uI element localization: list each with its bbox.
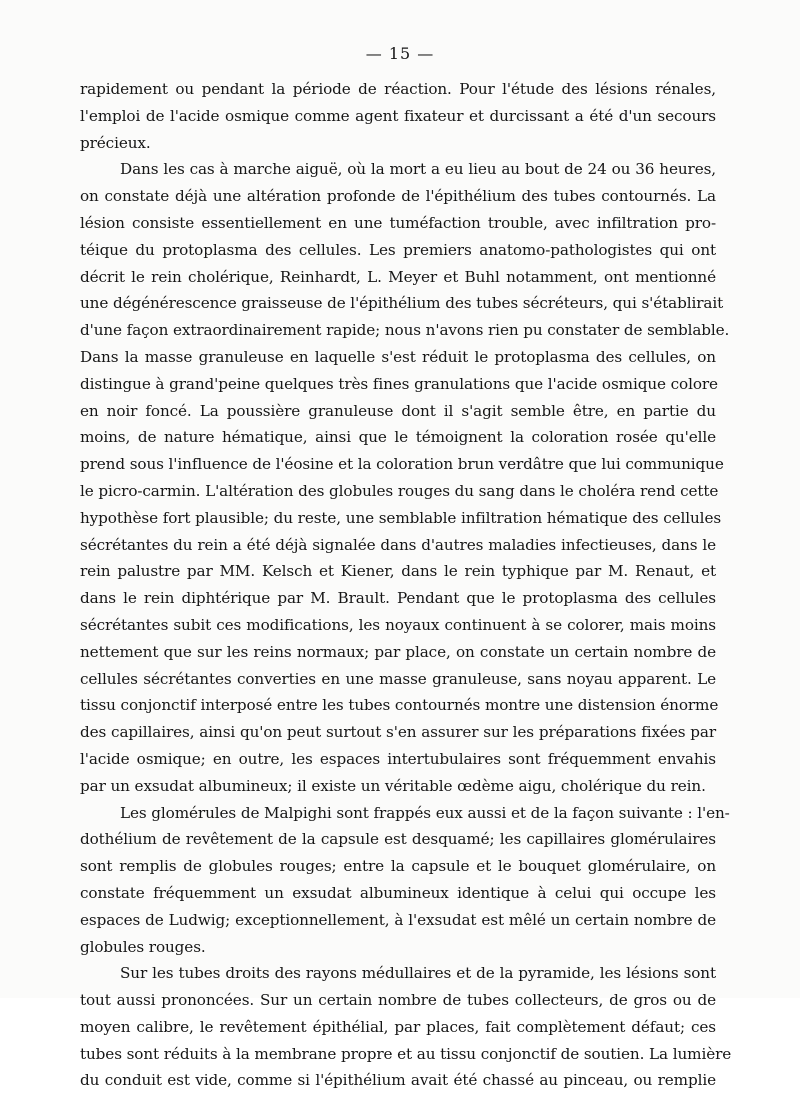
text-line: décrit le rein cholérique, Reinhardt, L. Meyer et Buhl notamment, ont mentionné (80, 267, 716, 286)
text-line: on constate déjà une altération profonde de l'épithélium des tubes contournés. La (80, 187, 716, 206)
text-line: des capillaires, ainsi qu'on peut surtout s'en assurer sur les préparations fixées par (80, 723, 716, 742)
text-line: espaces de Ludwig; exceptionnellement, à l'exsudat est mêlé un certain nombre de (80, 910, 716, 929)
text-line: hypothèse fort plausible; du reste, une semblable infiltration hématique des cellules (80, 508, 722, 527)
page-number: — 15 — (365, 44, 435, 63)
text-line: tout aussi prononcées. Sur un certain nombre de tubes collecteurs, de gros ou de (80, 991, 716, 1010)
text-line: moyen calibre, le revêtement épithélial, par places, fait complètement défaut; ces (80, 1017, 716, 1036)
text-line: l'acide osmique; en outre, les espaces intertubulaires sont fréquemment envahis (80, 749, 716, 768)
text-line: l'emploi de l'acide osmique comme agent fixateur et durcissant a été d'un secours (80, 106, 716, 125)
text-line: du conduit est vide, comme si l'épithélium avait été chassé au pinceau, ou remplie (80, 1071, 716, 1090)
text-line: une dégénérescence graisseuse de l'épithélium des tubes sécréteurs, qui s'établirait (80, 294, 724, 313)
body-text (80, 76, 732, 1094)
text-line: constate fréquemment un exsudat albumineux identique à celui qui occupe les (80, 883, 716, 902)
text-line: lésion consiste essentiellement en une tuméfaction trouble, avec infiltration pro- (80, 213, 716, 232)
text-line: le picro-carmin. L'altération des globules rouges du sang dans le choléra rend cette (80, 481, 719, 500)
text-line: rapidement ou pendant la période de réaction. Pour l'étude des lésions rénales, (80, 80, 716, 98)
text-line: Les glomérules de Malpighi sont frappés eux aussi et de la façon suivante : l'en- (120, 803, 730, 822)
text-line: Sur les tubes droits des rayons médullaires et de la pyramide, les lésions sont (120, 964, 716, 983)
text-line: sont remplis de globules rouges; entre la capsule et le bouquet glomérulaire, on (80, 857, 716, 876)
text-line: sécrétantes subit ces modifications, les noyaux continuent à se colorer, mais moins (80, 615, 716, 634)
text-line: moins, de nature hématique, ainsi que le témoignent la coloration rosée qu'elle (80, 428, 716, 447)
text-line: précieux. (80, 133, 151, 152)
text-line: rein palustre par MM. Kelsch et Kiener, dans le rein typhique par M. Renaut, et (80, 562, 716, 581)
text-line: par un exsudat albumineux; il existe un véritable œdème aigu, cholérique du rein. (80, 776, 706, 795)
text-line: distingue à grand'peine quelques très fines granulations que l'acide osmique colore (80, 374, 718, 393)
text-line: cellules sécrétantes converties en une masse granuleuse, sans noyau apparent. Le (80, 669, 716, 688)
text-line: globules rouges. (80, 937, 206, 956)
text-line: tissu conjonctif interposé entre les tubes contournés montre une distension énorme (80, 696, 719, 715)
text-line: nettement que sur les reins normaux; par place, on constate un certain nombre de (80, 642, 716, 661)
text-line: prend sous l'influence de l'éosine et la coloration brun verdâtre que lui communique (80, 455, 724, 474)
text-line: téique du protoplasma des cellules. Les premiers anatomo-pathologistes qui ont (80, 240, 716, 259)
text-line: dothélium de revêtement de la capsule est desquamé; les capillaires glomérulaires (80, 830, 716, 849)
text-line: en noir foncé. La poussière granuleuse dont il s'agit semble être, en partie du (80, 401, 716, 420)
text-line: Dans les cas à marche aiguë, où la mort a eu lieu au bout de 24 ou 36 heures, (120, 160, 716, 179)
text-line: tubes sont réduits à la membrane propre et au tissu conjonctif de soutien. La lumière (80, 1044, 732, 1063)
text-line: d'une façon extraordinairement rapide; nous n'avons rien pu constater de semblable. (80, 321, 730, 340)
text-line: dans le rein diphtérique par M. Brault. Pendant que le protoplasma des cellules (80, 589, 716, 608)
text-line: sécrétantes du rein a été déjà signalée dans d'autres maladies infectieuses, dans le (80, 535, 716, 554)
text-line: Dans la masse granuleuse en laquelle s'est réduit le protoplasma des cellules, on (80, 347, 716, 366)
